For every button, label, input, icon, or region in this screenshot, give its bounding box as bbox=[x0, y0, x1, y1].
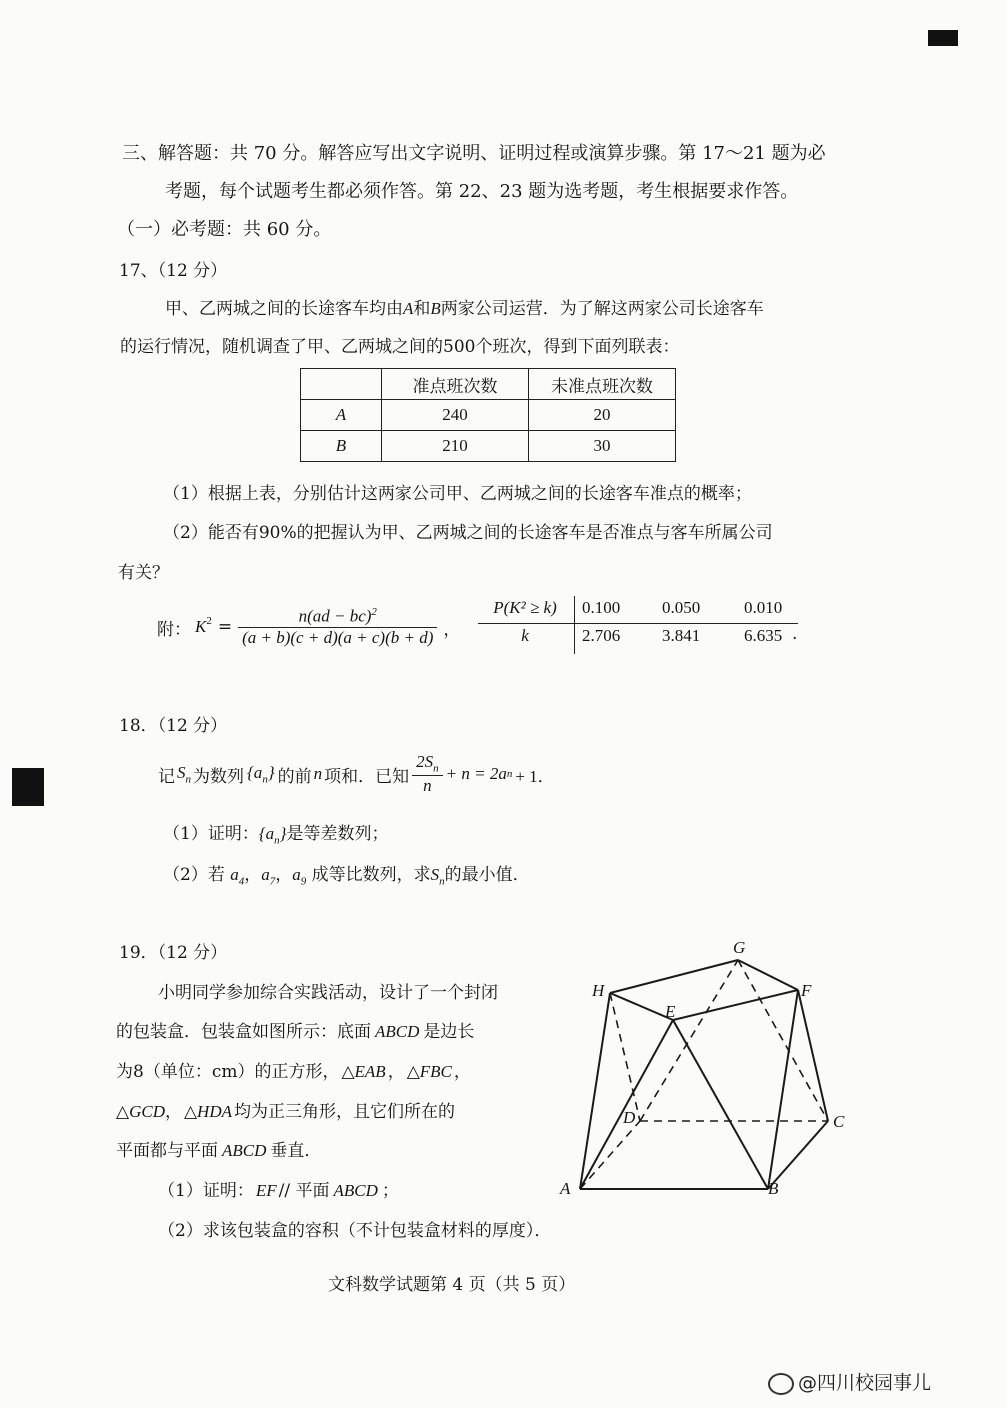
table-cell: A bbox=[301, 400, 382, 431]
crit-p: 0.100 bbox=[582, 598, 621, 617]
vertex-label: D bbox=[623, 1108, 636, 1127]
q19-part1: （1）证明： EF // 平面 ABCD ； bbox=[158, 1181, 399, 1201]
table-row bbox=[301, 431, 676, 462]
vertex-label: H bbox=[592, 981, 605, 1000]
critical-value-table: P(K² ≥ k) k 0.100 0.050 0.010 2.706 3.841 6.635 . bbox=[478, 596, 808, 654]
vertex-label: C bbox=[833, 1112, 845, 1131]
q19-line4: △GCD， △HDA 均为正三角形，且它们所在的 bbox=[116, 1102, 455, 1122]
table-cell: B bbox=[301, 431, 382, 462]
section-heading-cont: 考题，每个试题考生都必须作答。第 22、23 题为选考题，考生根据要求作答。 bbox=[165, 181, 799, 202]
crit-k: 6.635 bbox=[744, 626, 783, 645]
required-section-label: （一）必考题：共 60 分。 bbox=[117, 219, 332, 240]
table-cell: 240 bbox=[382, 400, 529, 431]
q18-part1: （1）证明：$\{a_n\}$是等差数列； bbox=[163, 824, 389, 847]
vertex-label: F bbox=[801, 981, 812, 1000]
side-scan-mark bbox=[12, 768, 44, 806]
q19-heading: 19．（12 分） bbox=[119, 943, 228, 963]
q17-text-line2: 的运行情况，随机调查了甲、乙两城之间的500个班次，得到下面列联表： bbox=[120, 337, 680, 357]
q17-heading: 17、（12 分） bbox=[119, 261, 228, 281]
section-heading: 三、解答题：共 70 分。解答应写出文字说明、证明过程或演算步骤。第 17～21 题为必 bbox=[122, 143, 826, 164]
corner-scan-mark bbox=[928, 30, 958, 46]
q19-line1: 小明同学参加综合实践活动，设计了一个封闭 bbox=[158, 983, 498, 1003]
vertex-label: B bbox=[768, 1179, 779, 1198]
appendix-formula: 附： K $^2$ = $\frac{n(ad - bc)^2}{(a + b)(c + d)(a + c)(b + d)}$ ， bbox=[157, 606, 461, 647]
watermark: @四川校园事儿 bbox=[768, 1368, 931, 1395]
q18-part2: （2）若 $a_4$，$a_7$，$a_9$ 成等比数列，求$S_n$的最小值． bbox=[163, 865, 530, 888]
q17-part2: （2）能否有90%的把握认为甲、乙两城之间的长途客车是否准点与客车所属公司 bbox=[163, 523, 773, 543]
contingency-table bbox=[300, 368, 676, 462]
table-header-late: 未准点班次数 bbox=[529, 369, 676, 400]
page-footer: 文科数学试题第 4 页（共 5 页） bbox=[328, 1275, 576, 1295]
q17-text-line1: 甲、乙两城之间的长途客车均由A和B两家公司运营．为了解这两家公司长途客车 bbox=[165, 299, 764, 319]
chi-square-fraction: $\frac{n(ad - bc)^2}{(a + b)(c + d)(a + c)(b + d)}$ bbox=[238, 606, 437, 648]
q19-line5: 平面都与平面 ABCD 垂直． bbox=[116, 1141, 322, 1161]
crit-p: 0.050 bbox=[662, 598, 701, 617]
weibo-icon bbox=[768, 1373, 794, 1395]
q19-line2: 的包装盒．包装盒如图所示：底面 ABCD 是边长 bbox=[116, 1022, 475, 1042]
q19-line3: 为8（单位：cm）的正方形， △EAB ， △FBC ， bbox=[116, 1062, 471, 1082]
crit-k: 2.706 bbox=[582, 626, 621, 645]
table-row bbox=[301, 369, 676, 400]
table-cell bbox=[301, 369, 382, 400]
q18-intro: 记 $S_n$ 为数列 $\{a_n\}$ 的前 n 项和．已知 $\frac{2S_n}{n}$ + n = 2a n + 1． bbox=[158, 752, 555, 795]
q18-heading: 18．（12 分） bbox=[119, 716, 228, 736]
table-cell: 210 bbox=[382, 431, 529, 462]
packaging-box-figure bbox=[550, 935, 860, 1205]
vertex-label: G bbox=[733, 938, 746, 957]
table-cell: 20 bbox=[529, 400, 676, 431]
table-row bbox=[301, 400, 676, 431]
q17-part2-cont: 有关？ bbox=[118, 563, 169, 583]
q17-part1: （1）根据上表，分别估计这两家公司甲、乙两城之间的长途客车准点的概率； bbox=[163, 484, 752, 504]
vertex-label: A bbox=[560, 1179, 571, 1198]
vertex-label: E bbox=[665, 1002, 676, 1021]
crit-p: 0.010 bbox=[744, 598, 783, 617]
crit-k: 3.841 bbox=[662, 626, 701, 645]
table-header-ontime: 准点班次数 bbox=[382, 369, 529, 400]
q19-part2: （2）求该包装盒的容积（不计包装盒材料的厚度）． bbox=[158, 1221, 552, 1241]
table-cell: 30 bbox=[529, 431, 676, 462]
